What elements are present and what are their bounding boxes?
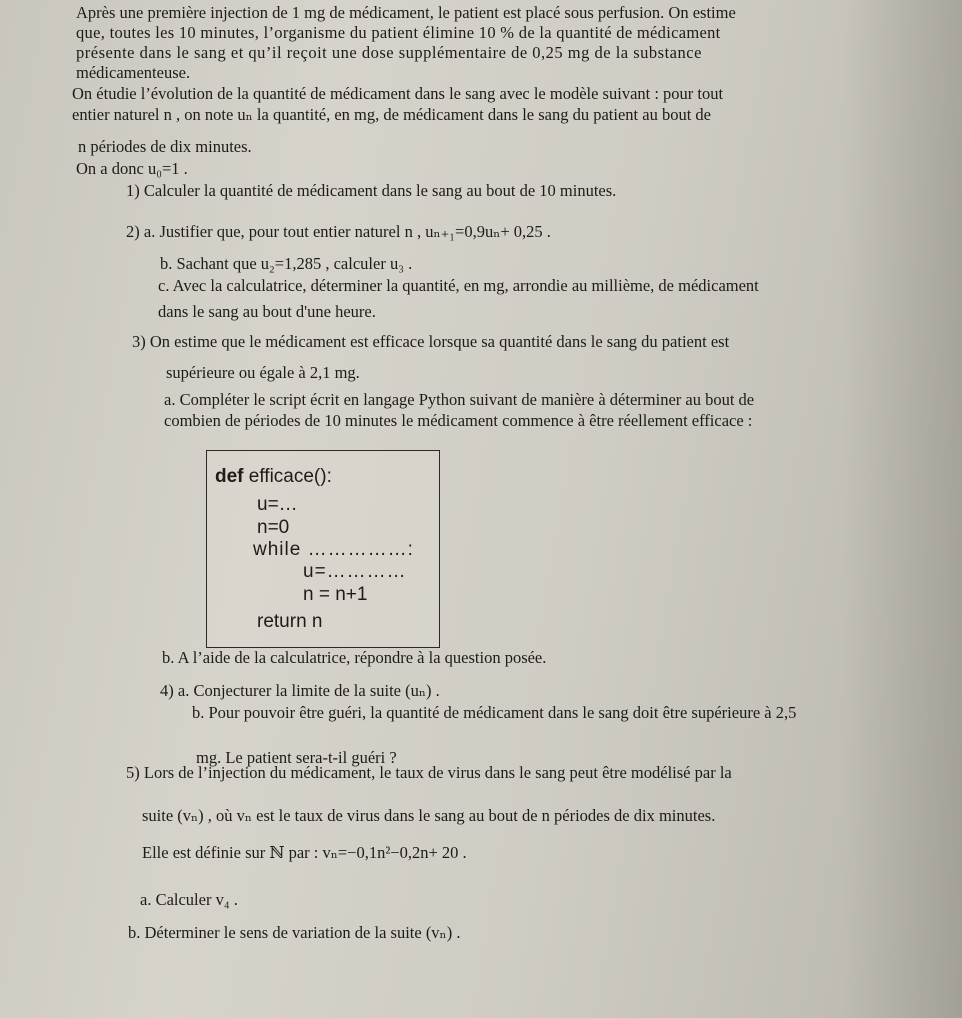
code-def-keyword: def: [215, 466, 244, 487]
question-5-line-2: suite (vₙ) , où vₙ est le taux de virus dans le sang au bout de n périodes de dix minutes.: [142, 806, 716, 825]
intro-line-2: que, toutes les 10 minutes, l’organisme du patient élimine 10 % de la quantité de médicament: [76, 23, 721, 42]
intro-line-4: médicamenteuse.: [76, 63, 191, 82]
question-5-line-1: 5) Lors de l’injection du médicament, le taux de virus dans le sang peut être modélisé par la: [126, 763, 732, 782]
question-1: 1) Calculer la quantité de médicament dans le sang au bout de 10 minutes.: [126, 181, 617, 200]
question-5a: a. Calculer v₄ .: [140, 890, 238, 909]
question-2c-line-2: dans le sang au bout d'une heure.: [158, 302, 376, 321]
intro-line-5: On étudie l’évolution de la quantité de médicament dans le sang avec le modèle suivant : pour tout: [72, 84, 724, 103]
intro-line-8: On a donc u₀=1 .: [76, 159, 188, 178]
intro-line-6: entier naturel n , on note uₙ la quantité, en mg, de médicament dans le sang du patient au bout de: [72, 105, 711, 124]
code-line-u-init: u=…: [257, 494, 298, 515]
code-line-u-update: u=…………: [303, 561, 407, 582]
question-2a: 2) a. Justifier que, pour tout entier naturel n , uₙ₊₁=0,9uₙ+ 0,25 .: [126, 222, 551, 241]
question-5b: b. Déterminer le sens de variation de la suite (vₙ) .: [128, 923, 461, 942]
question-4a: 4) a. Conjecturer la limite de la suite (uₙ) .: [160, 681, 440, 700]
intro-line-7: n périodes de dix minutes.: [78, 137, 252, 156]
code-line-while: while ……………:: [253, 539, 414, 560]
question-4b-line-2: mg. Le patient sera-t-il guéri ?: [196, 748, 397, 767]
code-line-return: return n: [257, 611, 323, 632]
intro-line-1: Après une première injection de 1 mg de médicament, le patient est placé sous perfusion. On estime: [76, 3, 736, 22]
question-5-line-3: Elle est définie sur ℕ par : vₙ=−0,1n²−0,2n+ 20 .: [142, 843, 467, 862]
code-line-n-init: n=0: [257, 517, 290, 538]
question-2b: b. Sachant que u₂=1,285 , calculer u₃ .: [160, 254, 413, 273]
question-3-line-2: supérieure ou égale à 2,1 mg.: [166, 363, 360, 382]
python-script-box: [206, 450, 440, 648]
code-function-name: efficace():: [248, 466, 332, 487]
question-3a-line-1: a. Compléter le script écrit en langage Python suivant de manière à déterminer au bout de: [164, 390, 755, 409]
code-def-line: [215, 466, 332, 488]
intro-line-3: présente dans le sang et qu’il reçoit une dose supplémentaire de 0,25 mg de la substance: [76, 43, 702, 62]
question-4b-line-1: b. Pour pouvoir être guéri, la quantité de médicament dans le sang doit être supérieure à 2,5: [192, 703, 797, 722]
question-2c-line-1: c. Avec la calculatrice, déterminer la quantité, en mg, arrondie au millième, de médicament: [158, 276, 759, 295]
question-3a-line-2: combien de périodes de 10 minutes le médicament commence à être réellement efficace :: [164, 411, 753, 430]
next-page-edge: [842, 0, 962, 1018]
question-3b: b. A l’aide de la calculatrice, répondre à la question posée.: [162, 648, 547, 667]
question-3-line-1: 3) On estime que le médicament est efficace lorsque sa quantité dans le sang du patient est: [132, 332, 730, 351]
code-line-n-increment: n = n+1: [303, 584, 368, 605]
